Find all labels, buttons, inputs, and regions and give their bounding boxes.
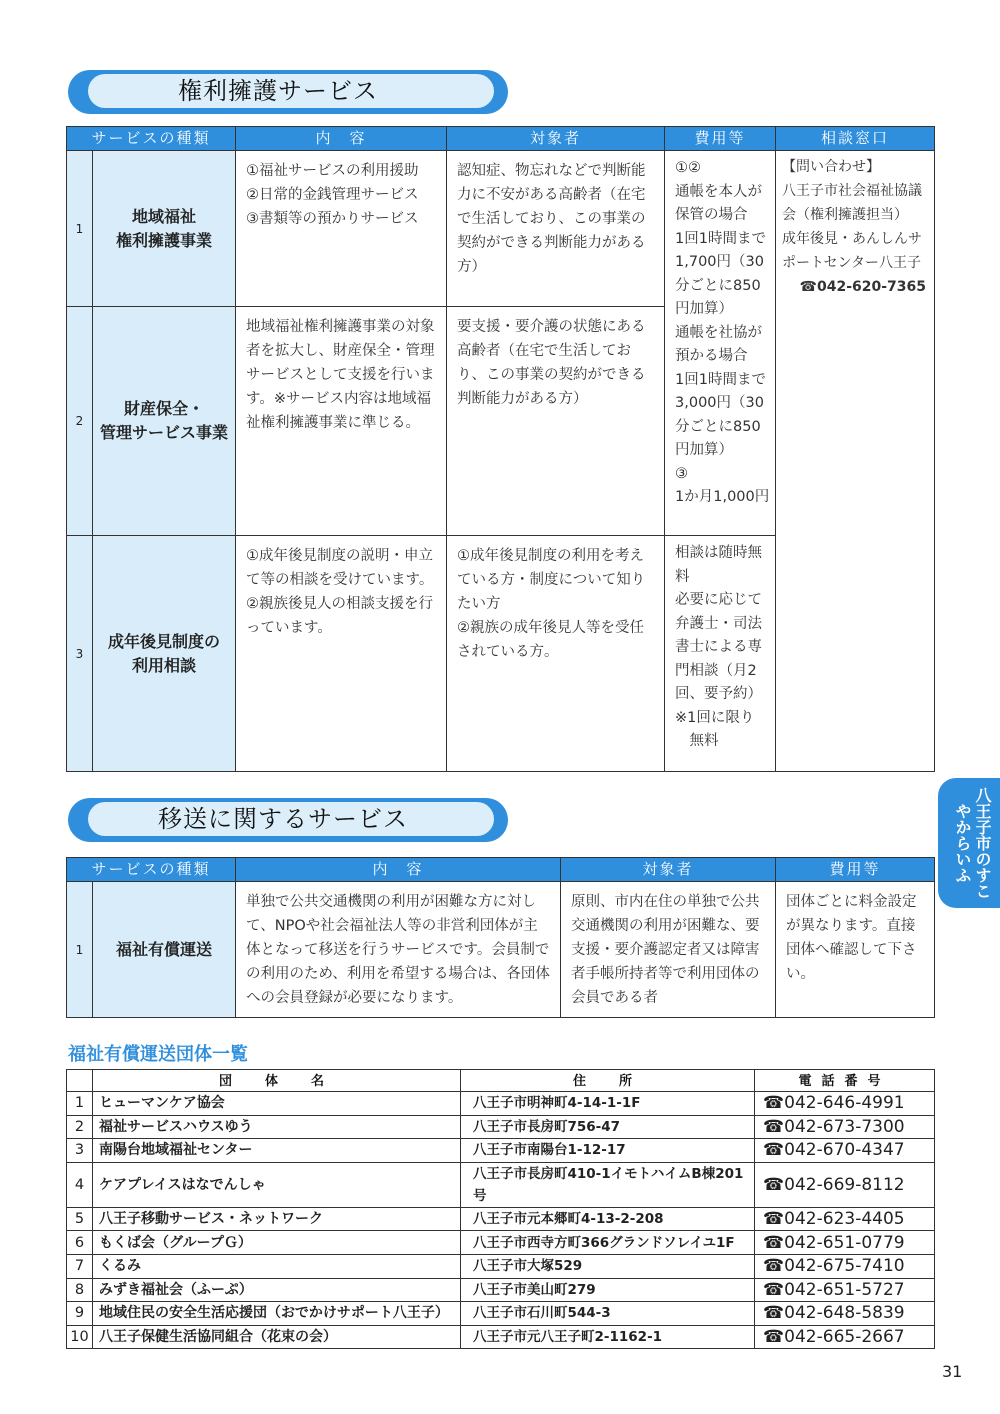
row-number: 2 <box>67 1115 93 1139</box>
section-title-rights <box>68 70 508 114</box>
rights-service-table <box>66 126 935 772</box>
header-fee: 費用等 <box>776 858 935 882</box>
service-target: ①成年後見制度の利用を考えている方・制度について知りたい方 ②親族の成年後見人等を受任されている方。 <box>447 536 665 772</box>
section-title-transport-text: 移送に関するサービス <box>88 802 494 836</box>
contact-label: 【問い合わせ】 <box>782 159 881 175</box>
table-row <box>67 151 935 307</box>
table-row <box>67 1302 935 1326</box>
org-phone: ☎042-670-4347 <box>755 1139 935 1163</box>
header-address: 住 所 <box>461 1070 755 1092</box>
row-number: 4 <box>67 1162 93 1207</box>
org-address: 八王子市長房町756-47 <box>461 1115 755 1139</box>
org-phone: ☎042-651-0779 <box>755 1231 935 1255</box>
org-name: ケアプレイスはなでんしゃ <box>93 1162 461 1207</box>
org-list-table <box>66 1069 935 1349</box>
header-contact: 相談窓口 <box>776 127 935 151</box>
org-address: 八王子市大塚529 <box>461 1254 755 1278</box>
table-row <box>67 1115 935 1139</box>
service-name: 財産保全・ 管理サービス事業 <box>93 307 236 536</box>
service-fee-12: ①② 通帳を本人が保管の場合 1回1時間まで1,700円（30分ごとに850円加算） 通帳を社協が預かる場合 1回1時間まで3,000円（30分ごとに850円加算） ③ 1か月1,000円 <box>665 151 776 536</box>
service-name: 地域福祉 権利擁護事業 <box>93 151 236 307</box>
org-phone: ☎042-646-4991 <box>755 1092 935 1116</box>
org-phone: ☎042-651-5727 <box>755 1278 935 1302</box>
section-title-transport <box>68 798 508 842</box>
service-target: 要支援・要介護の状態にある高齢者（在宅で生活しており、この事業の契約ができる判断能力がある方） <box>447 307 665 536</box>
service-content: ①福祉サービスの利用援助 ②日常的金銭管理サービス ③書類等の預かりサービス <box>236 151 447 307</box>
org-name: ヒューマンケア協会 <box>93 1092 461 1116</box>
org-address: 八王子市元本郷町4-13-2-208 <box>461 1207 755 1231</box>
contact-phone: ☎042-620-7365 <box>799 279 927 295</box>
header-org-name: 団 体 名 <box>93 1070 461 1092</box>
table-row <box>67 1207 935 1231</box>
row-number: 1 <box>67 882 93 1018</box>
org-name: 南陽台地域福祉センター <box>93 1139 461 1163</box>
row-number: 8 <box>67 1278 93 1302</box>
service-target: 原則、市内在住の単独で公共交通機関の利用が困難な、要支援・要介護認定者又は障害者手帳所持者等で利用団体の会員である者 <box>561 882 776 1018</box>
page-number: 31 <box>942 1362 963 1381</box>
org-phone: ☎042-675-7410 <box>755 1254 935 1278</box>
org-name: みずき福祉会（ふーぷ） <box>93 1278 461 1302</box>
service-name: 福祉有償運送 <box>93 882 236 1018</box>
org-list-title: 福祉有償運送団体一覧 <box>68 1044 248 1065</box>
transport-service-table <box>66 857 935 1018</box>
row-number: 1 <box>67 1092 93 1116</box>
service-target: 認知症、物忘れなどで判断能力に不安がある高齢者（在宅で生活しており、この事業の契約ができる判断能力がある方） <box>447 151 665 307</box>
service-content: ①成年後見制度の説明・申立て等の相談を受けています。 ②親族後見人の相談支援を行っています。 <box>236 536 447 772</box>
row-number: 3 <box>67 1139 93 1163</box>
header-content: 内 容 <box>236 127 447 151</box>
table-row <box>67 882 935 1018</box>
table-row <box>67 1139 935 1163</box>
org-name: 八王子移動サービス・ネットワーク <box>93 1207 461 1231</box>
table-row <box>67 1325 935 1349</box>
org-phone: ☎042-648-5839 <box>755 1302 935 1326</box>
row-number: 9 <box>67 1302 93 1326</box>
header-target: 対象者 <box>447 127 665 151</box>
org-phone: ☎042-665-2667 <box>755 1325 935 1349</box>
org-name: もくば会（グループＧ） <box>93 1231 461 1255</box>
row-number: 2 <box>67 307 93 536</box>
table-row <box>67 1254 935 1278</box>
org-name: 地域住民の安全生活応援団（おでかけサポート八王子） <box>93 1302 461 1326</box>
org-phone: ☎042-669-8112 <box>755 1162 935 1207</box>
service-fee: 団体ごとに料金設定が異なります。直接団体へ確認して下さい。 <box>776 882 935 1018</box>
row-number: 10 <box>67 1325 93 1349</box>
header-content: 内 容 <box>236 858 561 882</box>
org-address: 八王子市元八王子町2-1162-1 <box>461 1325 755 1349</box>
service-content: 地域福祉権利擁護事業の対象者を拡大し、財産保全・管理サービスとして支援を行います。※サービス内容は地域福祉権利擁護事業に準じる。 <box>236 307 447 536</box>
section-title-rights-text: 権利擁護サービス <box>88 74 494 108</box>
contact-cell <box>776 151 935 772</box>
contact-center: 成年後見・あんしんサポートセンター八王子 <box>782 231 923 271</box>
header-target: 対象者 <box>561 858 776 882</box>
org-address: 八王子市美山町279 <box>461 1278 755 1302</box>
org-name: 福祉サービスハウスゆう <box>93 1115 461 1139</box>
org-name: くるみ <box>93 1254 461 1278</box>
org-address: 八王子市西寺方町366グランドソレイユ1F <box>461 1231 755 1255</box>
org-address: 八王子市長房町410-1イモトハイムB棟201号 <box>461 1162 755 1207</box>
side-tab: 八王子市のすこやからいふ <box>938 778 1000 908</box>
row-number: 5 <box>67 1207 93 1231</box>
org-address: 八王子市明神町4-14-1-1F <box>461 1092 755 1116</box>
table-row <box>67 1278 935 1302</box>
header-fee: 費用等 <box>665 127 776 151</box>
service-content: 単独で公共交通機関の利用が困難な方に対して、NPOや社会福祉法人等の非営利団体が主体となって移送を行うサービスです。会員制での利用のため、利用を希望する場合は、各団体への会員登録が必要になります。 <box>236 882 561 1018</box>
row-number: 1 <box>67 151 93 307</box>
org-address: 八王子市南陽台1-12-17 <box>461 1139 755 1163</box>
org-address: 八王子市石川町544-3 <box>461 1302 755 1326</box>
contact-org: 八王子市社会福祉協議会（権利擁護担当） <box>782 183 923 223</box>
service-fee-3: 相談は随時無料 必要に応じて弁護士・司法書士による専門相談（月2回、要予約） ※1回に限り 無料 <box>665 536 776 772</box>
org-name: 八王子保健生活協同組合（花束の会） <box>93 1325 461 1349</box>
header-service-type: サービスの種類 <box>67 858 236 882</box>
header-number <box>67 1070 93 1092</box>
header-phone: 電話番号 <box>755 1070 935 1092</box>
org-phone: ☎042-673-7300 <box>755 1115 935 1139</box>
org-phone: ☎042-623-4405 <box>755 1207 935 1231</box>
table-row <box>67 1092 935 1116</box>
table-row <box>67 1162 935 1207</box>
header-service-type: サービスの種類 <box>67 127 236 151</box>
row-number: 6 <box>67 1231 93 1255</box>
table-row <box>67 1231 935 1255</box>
row-number: 3 <box>67 536 93 772</box>
service-name: 成年後見制度の 利用相談 <box>93 536 236 772</box>
row-number: 7 <box>67 1254 93 1278</box>
